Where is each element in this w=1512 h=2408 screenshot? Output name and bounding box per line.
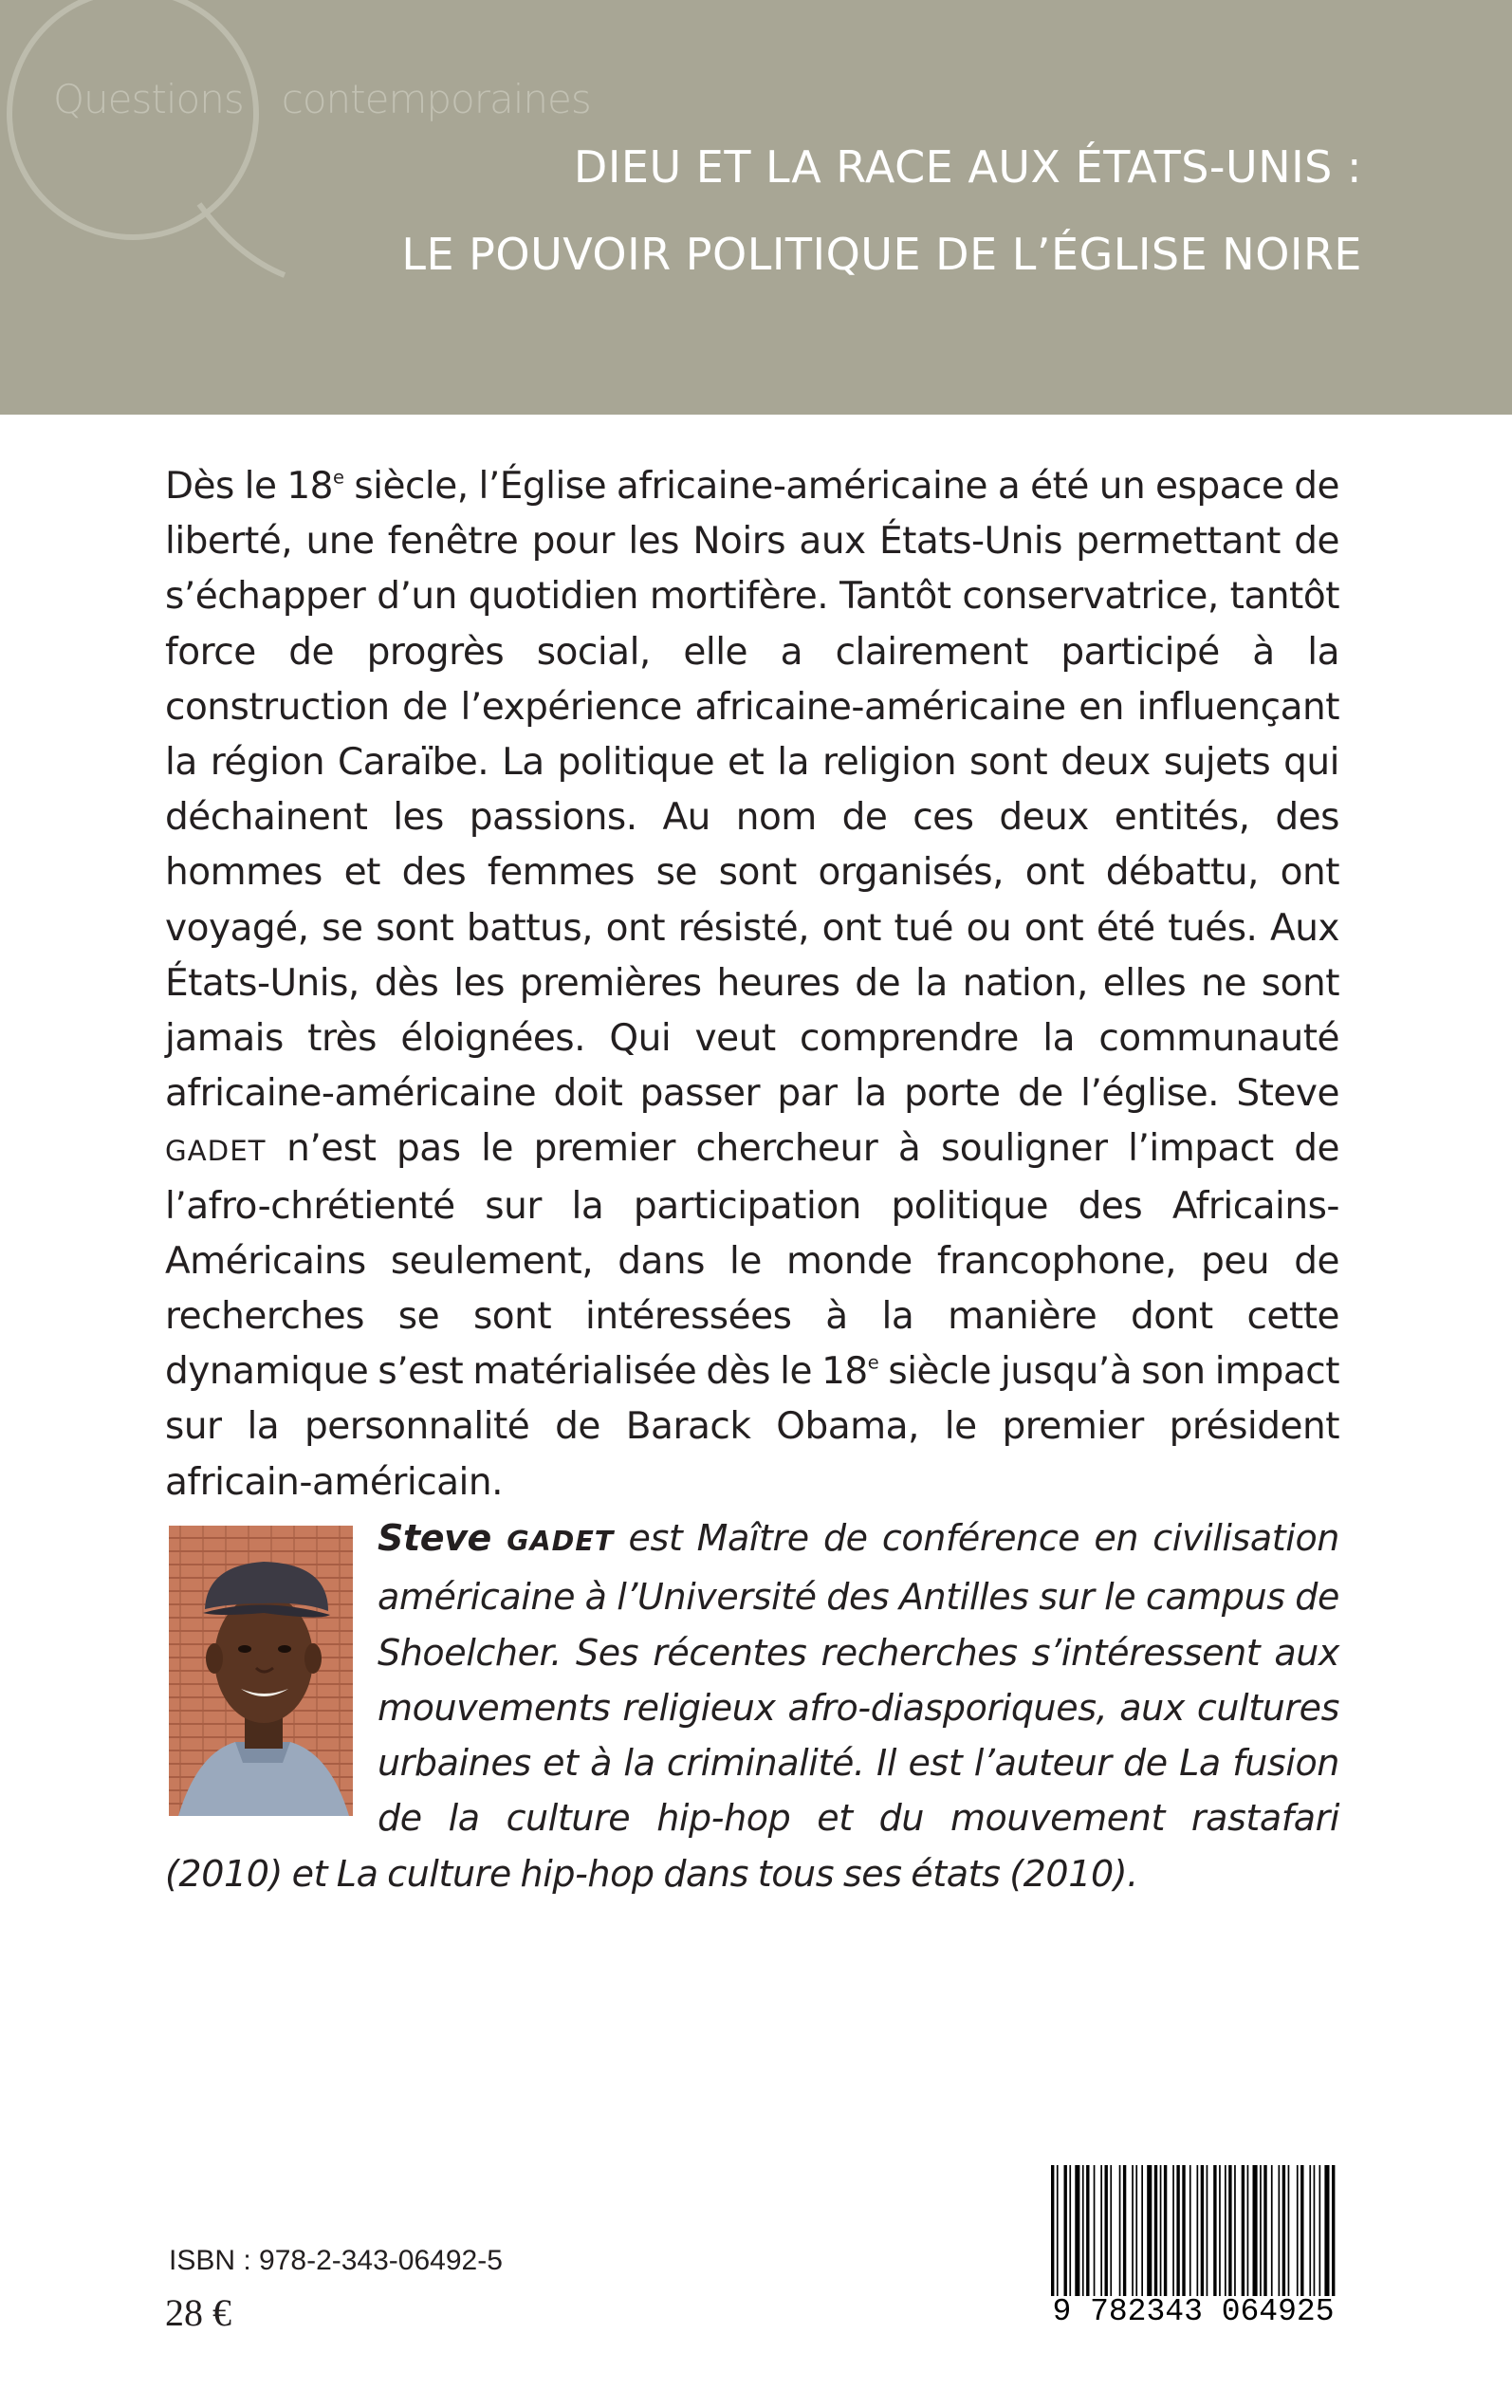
cover-header-band [0,0,1512,415]
summary-text-4: siècle jusqu’à son impact sur la personnalité de Barack Obama, le premier président africain-américain. [165,1350,1340,1504]
barcode-bar [1075,2165,1079,2296]
summary-text-3: n’est pas le premier chercheur à souligner l’impact de l’afro-chrétienté sur la participation politique des Africains-Américains seulement, dans le monde francophone, peu de recherches se sont intéressées à la manière dont cette dynamique s’est matérialisée dès le 18 [165,1127,1339,1394]
barcode-bar [1324,2165,1329,2296]
barcode-bar [1225,2165,1226,2296]
barcode-bar [1260,2165,1262,2296]
summary-paragraph [165,459,1339,1510]
barcode-bar [1172,2165,1174,2296]
barcode-bar [1213,2165,1216,2296]
barcode-bar [1297,2165,1299,2296]
barcode-bar [1064,2165,1067,2296]
author-portrait [169,1526,353,1816]
barcode-bar [1253,2165,1258,2296]
barcode-bar [1094,2165,1096,2296]
bio-first-name: Steve [378,1517,507,1559]
barcode-bar [1135,2165,1137,2296]
summary-superscript-1: e [332,466,344,489]
summary-text-2: siècle, l’Église africaine-américaine a été un espace de liberté, une fenêtre pour les Noirs aux États-Unis permettant de s’échapper d’un quotidien mortifère. Tantôt conservatrice, tantôt force de progrès social, elle a clairement participé à la construction de l’expérience africaine-américaine en influençant la région Caraïbe. La politique et la religion sont deux sujets qui déchainent les passions. Au nom de ces deux entités, des hommes et des femmes se sont organisés, ont débattu, ont voyagé, se sont battus, ont résisté, ont tué ou ont été tués. Aux États-Unis, dès les premières heures de la nation, elles ne sont jamais très éloignées. Qui veut comprendre la communauté africaine-américaine doit passer par la porte de l’église. Steve [165,465,1339,1116]
barcode-bar [1110,2165,1112,2296]
barcode-digits: 9 782343 064925 [1052,2294,1335,2329]
barcode-bar [1132,2165,1134,2296]
series-word-2: contemporaines [281,76,591,122]
barcode-bar [1082,2165,1084,2296]
barcode-bar [1197,2165,1199,2296]
barcode-bar [1263,2165,1266,2296]
barcode-bar [1271,2165,1273,2296]
series-name [53,76,591,122]
barcode-bar [1247,2165,1249,2296]
summary-text-1: Dès le 18 [165,465,333,508]
isbn-label: ISBN : 978-2-343-06492-5 [169,2245,503,2276]
barcode-bar [1242,2165,1245,2296]
book-title-line-1: DIEU ET LA RACE AUX ÉTATS-UNIS : [573,141,1362,193]
price-label: 28 € [165,2291,231,2334]
barcode-bar [1176,2165,1179,2296]
barcode-bar [1201,2165,1204,2296]
barcode-bar [1300,2165,1303,2296]
barcode-bar [1332,2165,1335,2296]
barcode-bar [1182,2165,1185,2296]
series-q-logo-icon [0,0,304,304]
bio-last-name: GADET [507,1526,615,1557]
barcode-bar [1057,2165,1059,2296]
barcode-bar [1282,2165,1285,2296]
barcode-bar [1319,2165,1321,2296]
barcode-bar [1119,2165,1121,2296]
barcode-bar [1234,2165,1236,2296]
barcode-bar [1069,2165,1071,2296]
barcode-bar [1314,2165,1316,2296]
barcode-bar [1219,2165,1221,2296]
bio-author-name [378,1517,614,1559]
barcode-bar [1154,2165,1157,2296]
barcode-bar [1141,2165,1143,2296]
barcode-bar [1100,2165,1102,2296]
barcode-bar [1228,2165,1231,2296]
bio-text: est Maître de conférence en civilisation américaine à l’Université des Antilles sur le campus de Shoelcher. Ses récentes recherches s’intéressent aux mouvements religieux afro-diasporiques, aux cultures urbaines et à la criminalité. Il est l’auteur de La fusion de la culture hip-hop et du mouvement rastafari (2010) et La culture hip-hop dans tous ses états (2010). [165,1517,1339,1895]
barcode-bar [1207,2165,1208,2296]
barcode-bar [1105,2165,1108,2296]
summary-author-surname: GADET [165,1135,267,1168]
barcode-bar [1164,2165,1167,2296]
barcode-bar [1051,2165,1054,2296]
book-title-line-2: LE POUVOIR POLITIQUE DE L’ÉGLISE NOIRE [401,229,1362,280]
summary-superscript-2: e [867,1351,879,1374]
author-bio [165,1510,1339,1901]
barcode-bar [1279,2165,1281,2296]
barcode-bar [1086,2165,1089,2296]
book-summary [165,459,1339,1510]
book-title [401,123,1362,298]
barcode-bar [1147,2165,1152,2296]
barcode-bar [1288,2165,1290,2296]
barcode-bar [1309,2165,1311,2296]
barcode-bar [1123,2165,1126,2296]
barcode-bar [1189,2165,1191,2296]
barcode-bar [1160,2165,1162,2296]
series-word-1: Questions [53,76,244,122]
